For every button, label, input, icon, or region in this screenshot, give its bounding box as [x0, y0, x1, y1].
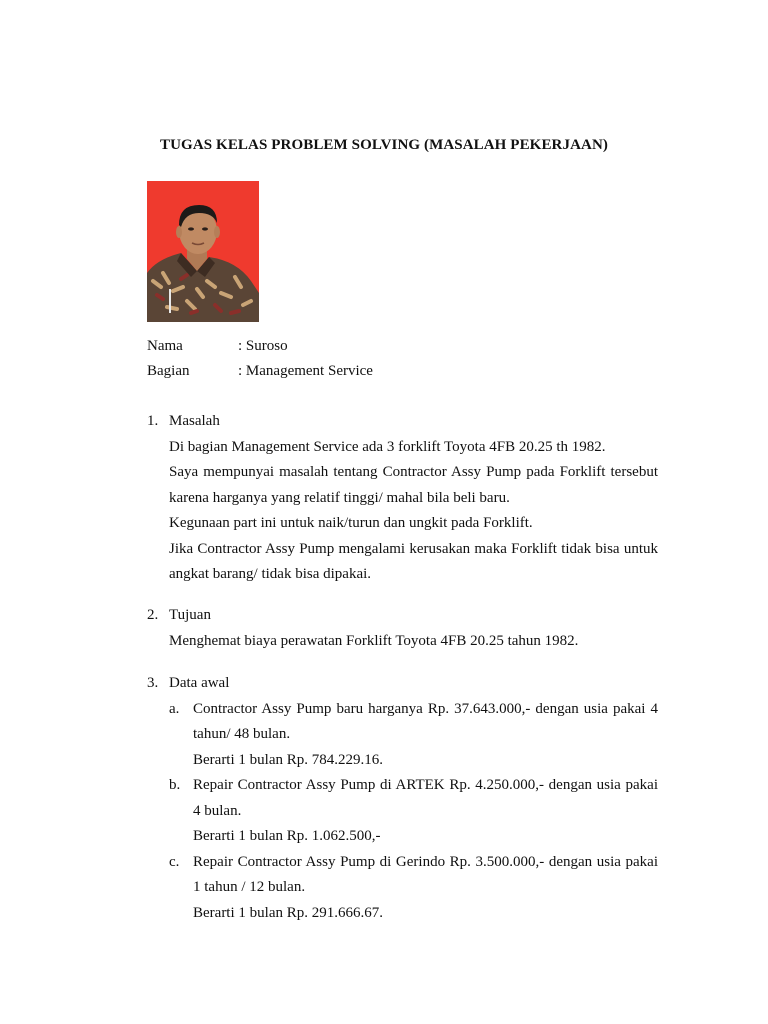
paragraph: Menghemat biaya perawatan Forklift Toyota 4FB 20.25 tahun 1982.	[169, 632, 579, 649]
paragraph: Kegunaan part ini untuk naik/turun dan ungkit pada Forklift.	[169, 515, 533, 531]
list-item-note: Berarti 1 bulan Rp. 291.666.67.	[193, 904, 383, 921]
list-item-text: Repair Contractor Assy Pump di ARTEK Rp. 4.250.000,- dengan usia pakai 4 bulan.	[193, 777, 658, 819]
list-item-note: Berarti 1 bulan Rp. 784.229.16.	[193, 751, 383, 768]
document-title: TUGAS KELAS PROBLEM SOLVING (MASALAH PEKERJAAN)	[160, 137, 608, 153]
section-data-awal	[147, 671, 658, 926]
department-value: : Management Service	[238, 363, 373, 379]
section-number: 1.	[147, 413, 159, 429]
list-item	[169, 850, 658, 927]
department-label: Bagian	[147, 363, 190, 379]
list-item	[169, 773, 658, 850]
list-item-letter: a.	[169, 700, 180, 717]
paragraph: Saya mempunyai masalah tentang Contractor Assy Pump pada Forklift tersebut karena harganya yang relatif tinggi/ mahal bila beli baru.	[169, 464, 658, 506]
list-item-note: Berarti 1 bulan Rp. 1.062.500,-	[193, 828, 381, 844]
paragraph: Jika Contractor Assy Pump mengalami kerusakan maka Forklift tidak bisa untuk angkat barang/ tidak bisa dipakai.	[169, 540, 658, 582]
section-heading: Masalah	[169, 413, 220, 429]
name-label: Nama	[147, 338, 183, 354]
list-item-text: Contractor Assy Pump baru harganya Rp. 37.643.000,- dengan usia pakai 4 tahun/ 48 bulan.	[193, 700, 658, 742]
section-heading: Tujuan	[169, 607, 211, 623]
list-item	[169, 697, 658, 774]
paragraph: Di bagian Management Service ada 3 forklift Toyota 4FB 20.25 th 1982.	[169, 438, 606, 455]
list-item-letter: b.	[169, 777, 181, 793]
section-masalah	[147, 409, 658, 588]
section-heading: Data awal	[169, 675, 230, 691]
name-value: : Suroso	[238, 338, 288, 354]
list-item-letter: c.	[169, 853, 180, 870]
section-number: 2.	[147, 607, 159, 623]
profile-photo	[147, 181, 259, 322]
section-number: 3.	[147, 675, 159, 691]
section-tujuan	[147, 603, 658, 654]
list-item-text: Repair Contractor Assy Pump di Gerindo Rp. 3.500.000,- dengan usia pakai 1 tahun / 12 bulan.	[193, 853, 658, 895]
